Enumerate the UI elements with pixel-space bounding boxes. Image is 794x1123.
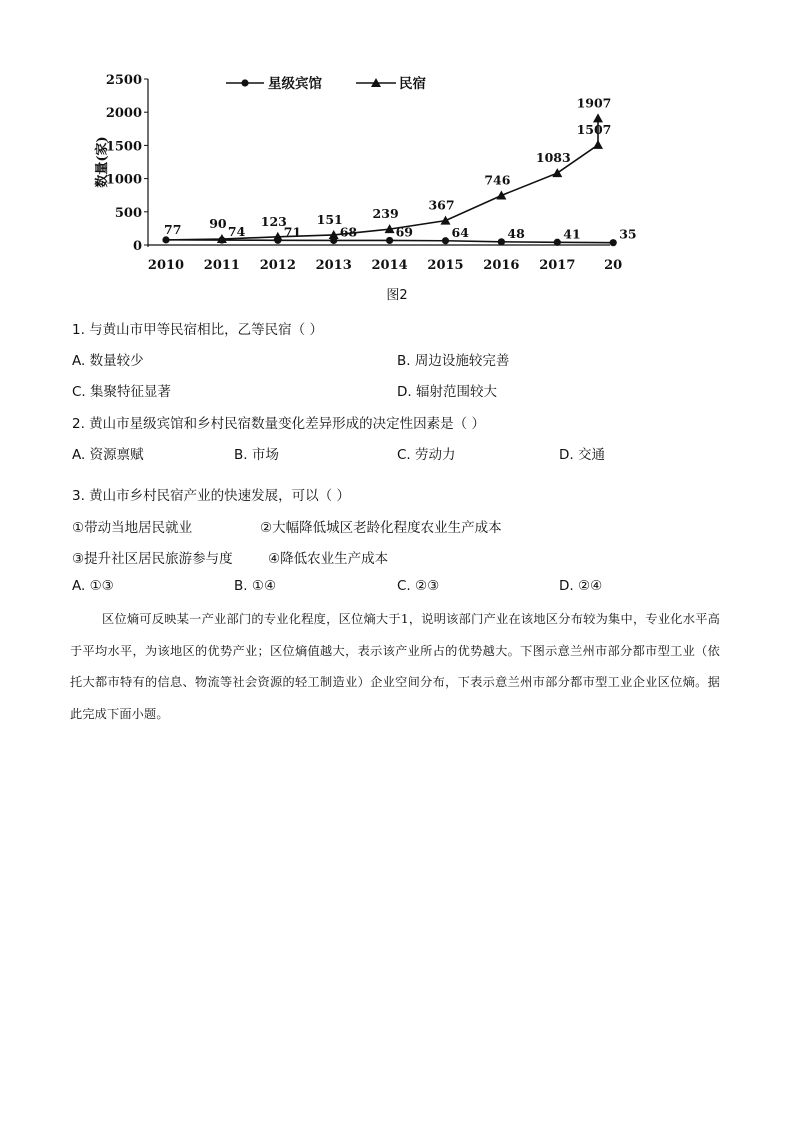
question-2-stem: 2. 黄山市星级宾馆和乡村民宿数量变化差异形成的决定性因素是（ ）: [72, 416, 485, 432]
hotel-marker: [498, 238, 505, 245]
question-3-statement-2: ②大幅降低城区老龄化程度农业生产成本: [260, 520, 502, 536]
homestay-data-label: 1507: [576, 121, 612, 137]
question-1-option-b[interactable]: B. 周边设施较完善: [397, 353, 510, 369]
hotel-data-label: 64: [451, 224, 469, 240]
hotel-marker: [330, 237, 337, 244]
y-tick-label: 1500: [105, 139, 142, 155]
hotel-data-label: 69: [395, 224, 414, 240]
y-axis-title: 数量(家): [95, 136, 110, 188]
hotel-marker: [386, 237, 393, 244]
homestay-marker: [441, 216, 451, 225]
y-tick-label: 2500: [105, 73, 142, 88]
homestay-data-label: 1907: [576, 95, 612, 111]
question-3-option-c[interactable]: C. ②③: [397, 578, 440, 594]
hotel-marker: [554, 239, 561, 246]
question-3-option-d[interactable]: D. ②④: [559, 578, 603, 594]
y-tick-label: 0: [132, 239, 142, 254]
question-3-statement-1: ①带动当地居民就业: [72, 520, 193, 536]
y-tick-label: 500: [114, 205, 142, 221]
hotel-marker: [274, 237, 281, 244]
hotel-marker: [610, 239, 617, 246]
x-tick-label: 2015: [427, 258, 464, 273]
homestay-marker: [552, 168, 562, 177]
legend-hotel-marker: [241, 79, 248, 86]
hotel-data-label: 71: [283, 224, 302, 240]
question-3-stem: 3. 黄山市乡村民宿产业的快速发展，可以（ ）: [72, 488, 350, 504]
question-2-option-c[interactable]: C. 劳动力: [397, 447, 456, 463]
x-tick-label: 2011: [203, 258, 240, 273]
y-tick-label: 2000: [105, 106, 142, 122]
intro-paragraph: 区位熵可反映某一产业部门的专业化程度，区位熵大于1，说明该部门产业在该地区分布较为集中，专业化水平高于平均水平，为该地区的优势产业；区位熵值越大，表示该产业所占的优势越大。下图示意兰州市部分都市型工业（依托大都市特有的信息、物流等社会资源的轻工制造业）企业空间分布，下表示意兰州市部分都市型工业企业区位熵。据此完成下面小题。: [70, 612, 720, 721]
homestay-marker: [496, 190, 506, 199]
question-3-option-b[interactable]: B. ①④: [234, 578, 277, 594]
hotel-data-label: 48: [507, 225, 525, 241]
homestay-marker: [593, 140, 603, 149]
hotel-marker: [442, 237, 449, 244]
question-2-option-a[interactable]: A. 资源禀赋: [72, 447, 144, 463]
homestay-data-label: 746: [484, 172, 511, 188]
homestay-data-label: 151: [316, 211, 343, 227]
line-chart: [88, 66, 637, 284]
question-1-stem: 1. 与黄山市甲等民宿相比，乙等民宿（ ）: [72, 322, 323, 338]
hotel-data-label: 35: [619, 226, 637, 242]
homestay-data-label: 239: [372, 206, 399, 222]
homestay-data-label: 367: [428, 197, 455, 213]
question-1-option-a[interactable]: A. 数量较少: [72, 353, 144, 369]
question-2-option-d[interactable]: D. 交通: [559, 447, 605, 463]
x-tick-label: 2012: [259, 258, 296, 273]
x-tick-label: 2016: [483, 258, 520, 273]
question-3-option-a[interactable]: A. ①③: [72, 578, 114, 594]
question-3-statement-4: ④降低农业生产成本: [268, 551, 389, 567]
homestay-series-line: [166, 118, 598, 240]
hotel-data-label: 41: [563, 226, 581, 242]
x-tick-label: 2014: [371, 258, 408, 273]
x-tick-label: 2013: [315, 258, 352, 273]
x-tick-label: 2017: [539, 258, 576, 273]
question-1-option-d[interactable]: D. 辐射范围较大: [397, 384, 497, 400]
hotel-data-label: 68: [339, 224, 358, 240]
hotel-marker: [162, 236, 169, 243]
homestay-data-label: 1083: [535, 150, 571, 166]
y-tick-label: 1000: [105, 172, 142, 188]
homestay-data-label: 90: [209, 216, 227, 232]
question-3-statement-3: ③提升社区居民旅游参与度: [72, 551, 233, 567]
hotel-marker: [218, 236, 225, 243]
legend-hotel-label: 星级宾馆: [268, 76, 322, 92]
homestay-data-label: 123: [260, 213, 287, 229]
question-2-option-b[interactable]: B. 市场: [234, 447, 279, 463]
line-chart-figure: [88, 66, 637, 284]
x-tick-label: 20: [604, 258, 623, 273]
question-1-option-c[interactable]: C. 集聚特征显著: [72, 384, 172, 400]
figure-caption: 图2: [386, 288, 408, 303]
x-tick-label: 2010: [147, 258, 185, 273]
hotel-data-label: 77: [164, 221, 182, 237]
legend-homestay-label: 民宿: [399, 76, 426, 92]
hotel-data-label: 74: [227, 224, 246, 240]
